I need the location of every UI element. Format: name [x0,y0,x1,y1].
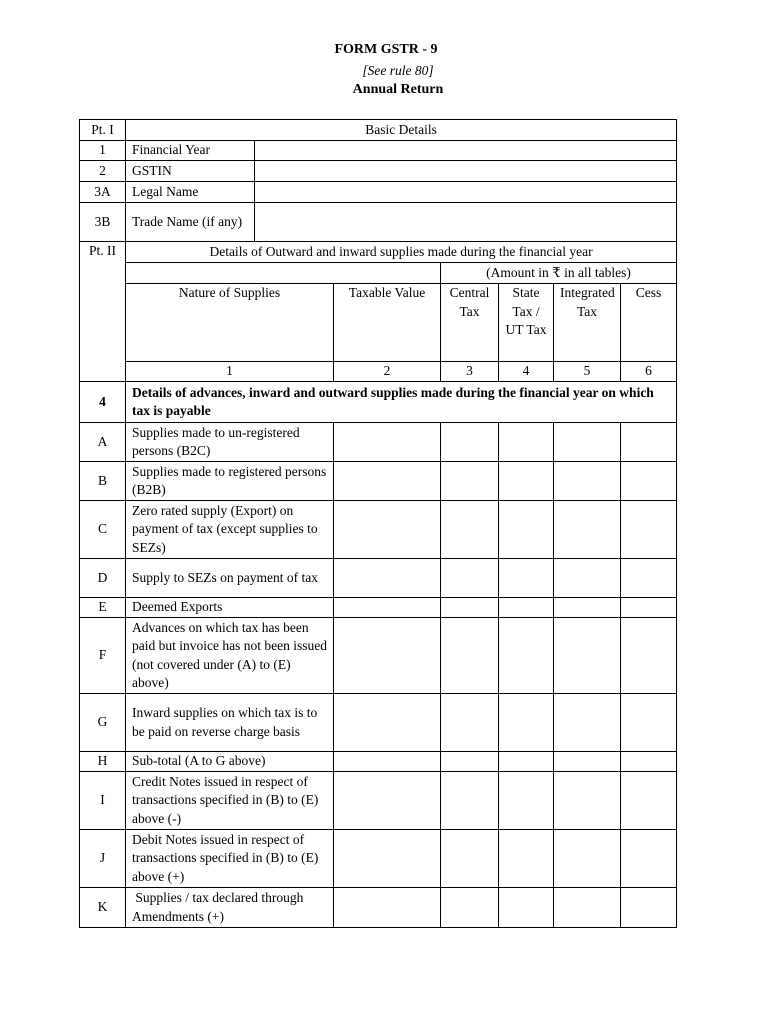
supply-row [80,830,677,888]
taxable-value-cell[interactable] [334,618,441,694]
part1-header-row [80,120,677,141]
row-code: C [80,501,126,559]
central-tax-cell[interactable] [441,423,499,462]
cess-cell[interactable] [621,618,677,694]
state-tax-cell[interactable] [499,462,554,501]
central-tax-cell[interactable] [441,888,499,928]
col-central-tax: Central Tax [441,284,499,362]
row-description: Debit Notes issued in respect of transactions specified in (B) to (E) above (+) [126,830,334,888]
central-tax-cell[interactable] [441,772,499,830]
central-tax-cell[interactable] [441,598,499,618]
row-description: Supplies / tax declared through Amendments (+) [126,888,334,928]
row-description: Credit Notes issued in respect of transactions specified in (B) to (E) above (-) [126,772,334,830]
col-cess: Cess [621,284,677,362]
state-tax-cell[interactable] [499,501,554,559]
part2-heading: Details of Outward and inward supplies made during the financial year [126,242,677,263]
row-description: Supply to SEZs on payment of tax [126,559,334,598]
integrated-tax-cell[interactable] [554,772,621,830]
row-description: Supplies made to un-registered persons (B2C) [126,423,334,462]
supply-row [80,462,677,501]
col-number: 5 [554,362,621,382]
amount-note: (Amount in ₹ in all tables) [441,263,677,284]
col-taxable-value: Taxable Value [334,284,441,362]
legal-name-field[interactable] [255,182,677,203]
central-tax-cell[interactable] [441,501,499,559]
field-label: Trade Name (if any) [126,203,255,242]
row-code: G [80,694,126,752]
supply-row [80,501,677,559]
integrated-tax-cell[interactable] [554,501,621,559]
part2-label: Pt. II [80,242,126,382]
cess-cell[interactable] [621,752,677,772]
cess-cell[interactable] [621,598,677,618]
row-description: Inward supplies on which tax is to be paid on reverse charge basis [126,694,334,752]
form-title: FORM GSTR - 9 [334,42,438,57]
part1-label: Pt. I [80,120,126,141]
col-number: 1 [126,362,334,382]
integrated-tax-cell[interactable] [554,888,621,928]
state-tax-cell[interactable] [499,752,554,772]
section4-heading: Details of advances, inward and outward supplies made during the financial year on which tax is payable [126,382,677,423]
integrated-tax-cell[interactable] [554,598,621,618]
supply-row [80,618,677,694]
taxable-value-cell[interactable] [334,694,441,752]
taxable-value-cell[interactable] [334,888,441,928]
taxable-value-cell[interactable] [334,598,441,618]
supply-row [80,423,677,462]
taxable-value-cell[interactable] [334,501,441,559]
taxable-value-cell[interactable] [334,830,441,888]
central-tax-cell[interactable] [441,694,499,752]
field-label: Legal Name [126,182,255,203]
rule-reference: [See rule 80] [362,63,434,78]
taxable-value-cell[interactable] [334,559,441,598]
basic-details-row [80,203,677,242]
section-number: 4 [80,382,126,423]
cess-cell[interactable] [621,423,677,462]
col-integrated-tax: Integrated Tax [554,284,621,362]
cess-cell[interactable] [621,888,677,928]
financial-year-field[interactable] [255,141,677,161]
row-number: 1 [80,141,126,161]
cess-cell[interactable] [621,694,677,752]
row-description: Supplies made to registered persons (B2B) [126,462,334,501]
row-number: 2 [80,161,126,182]
central-tax-cell[interactable] [441,559,499,598]
taxable-value-cell[interactable] [334,772,441,830]
row-number: 3A [80,182,126,203]
integrated-tax-cell[interactable] [554,559,621,598]
integrated-tax-cell[interactable] [554,752,621,772]
supply-row [80,752,677,772]
field-label: GSTIN [126,161,255,182]
basic-details-row [80,182,677,203]
row-description: Sub-total (A to G above) [126,752,334,772]
row-code: K [80,888,126,928]
state-tax-cell[interactable] [499,598,554,618]
integrated-tax-cell[interactable] [554,830,621,888]
amount-note-spacer [126,263,441,284]
state-tax-cell[interactable] [499,772,554,830]
taxable-value-cell[interactable] [334,423,441,462]
cess-cell[interactable] [621,462,677,501]
state-tax-cell[interactable] [499,423,554,462]
row-code: A [80,423,126,462]
form-subtitle: Annual Return [352,82,444,97]
state-tax-cell[interactable] [499,559,554,598]
row-code: J [80,830,126,888]
taxable-value-cell[interactable] [334,752,441,772]
central-tax-cell[interactable] [441,752,499,772]
row-code: I [80,772,126,830]
central-tax-cell[interactable] [441,618,499,694]
col-nature-of-supplies: Nature of Supplies [126,284,334,362]
column-number-row [80,362,677,382]
integrated-tax-cell[interactable] [554,618,621,694]
col-number: 2 [334,362,441,382]
state-tax-cell[interactable] [499,694,554,752]
row-description: Deemed Exports [126,598,334,618]
row-code: D [80,559,126,598]
column-header-row [80,284,677,362]
state-tax-cell[interactable] [499,618,554,694]
col-number: 6 [621,362,677,382]
col-number: 3 [441,362,499,382]
row-number: 3B [80,203,126,242]
state-tax-cell[interactable] [499,888,554,928]
cess-cell[interactable] [621,772,677,830]
gstr9-form-table [79,119,677,928]
row-code: E [80,598,126,618]
integrated-tax-cell[interactable] [554,694,621,752]
gstin-field[interactable] [255,161,677,182]
field-label: Financial Year [126,141,255,161]
central-tax-cell[interactable] [441,830,499,888]
col-number: 4 [499,362,554,382]
cess-cell[interactable] [621,501,677,559]
supply-row [80,694,677,752]
row-code: F [80,618,126,694]
part1-heading: Basic Details [126,120,677,141]
state-tax-cell[interactable] [499,830,554,888]
cess-cell[interactable] [621,559,677,598]
section4-header-row [80,382,677,423]
col-state-ut-tax: State Tax / UT Tax [499,284,554,362]
part2-header-row [80,242,677,263]
basic-details-row [80,141,677,161]
supply-row [80,772,677,830]
integrated-tax-cell[interactable] [554,462,621,501]
row-description: Advances on which tax has been paid but invoice has not been issued (not covered under (A) to (E) above) [126,618,334,694]
trade-name-field[interactable] [255,203,677,242]
cess-cell[interactable] [621,830,677,888]
row-code: B [80,462,126,501]
row-code: H [80,752,126,772]
supply-row [80,598,677,618]
taxable-value-cell[interactable] [334,462,441,501]
central-tax-cell[interactable] [441,462,499,501]
basic-details-row [80,161,677,182]
supply-row [80,559,677,598]
amount-note-row [80,263,677,284]
integrated-tax-cell[interactable] [554,423,621,462]
row-description: Zero rated supply (Export) on payment of tax (except supplies to SEZs) [126,501,334,559]
supply-row [80,888,677,928]
